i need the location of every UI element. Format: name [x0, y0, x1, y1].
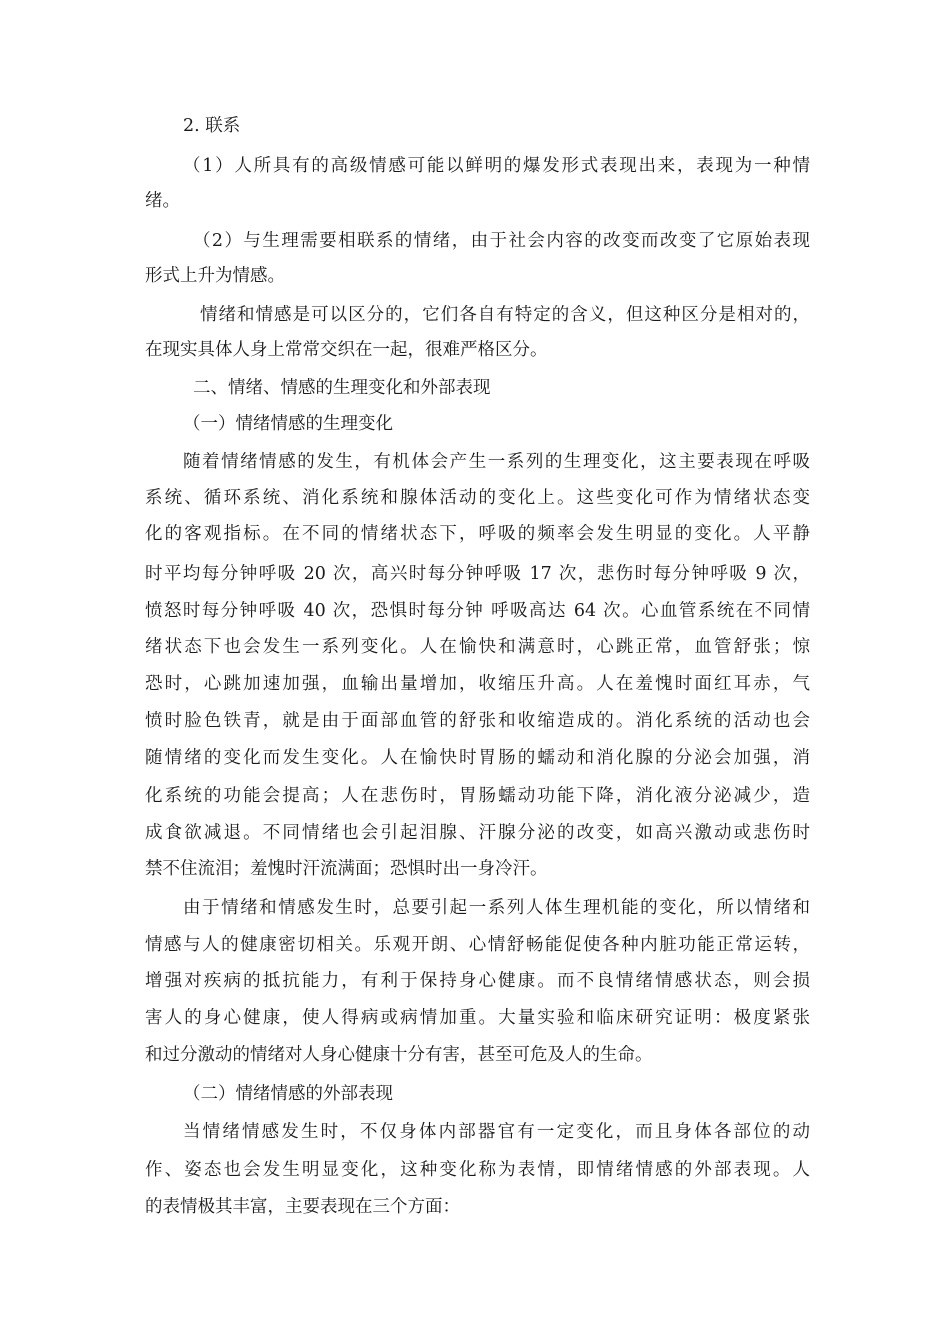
- section-heading-connection: 2. 联系: [183, 116, 241, 136]
- paragraph-line: （2）与生理需要相联系的情绪，由于社会内容的改变而改变了它原始表现: [193, 231, 810, 251]
- paragraph-line: 在现实具体人身上常常交织在一起，很难严格区分。: [145, 340, 548, 360]
- paragraph-line: 情绪和情感是可以区分的，它们各自有特定的含义，但这种区分是相对的，: [200, 305, 810, 325]
- paragraph-line: 增强对疾病的抵抗能力，有利于保持身心健康。而不良情绪情感状态，则会损: [145, 971, 810, 991]
- paragraph-line: 的表情极其丰富，主要表现在三个方面：: [145, 1197, 460, 1217]
- paragraph-line: （1）人所具有的高级情感可能以鲜明的爆发形式表现出来，表现为一种情: [183, 156, 810, 176]
- paragraph-line: 绪。: [145, 191, 180, 211]
- paragraph-line: 成食欲减退。不同情绪也会引起泪腺、汗腺分泌的改变，如高兴激动或悲伤时: [145, 823, 810, 843]
- paragraph-line: 当情绪情感发生时，不仅身体内部器官有一定变化，而且身体各部位的动: [183, 1122, 810, 1142]
- paragraph-line: 形式上升为情感。: [145, 266, 285, 286]
- paragraph-line: 作、姿态也会发生明显变化，这种变化称为表情，即情绪情感的外部表现。人: [145, 1160, 810, 1180]
- paragraph-line: 随情绪的变化而发生变化。人在愉快时胃肠的蠕动和消化腺的分泌会加强，消: [145, 748, 810, 768]
- paragraph-line: 害人的身心健康，使人得病或病情加重。大量实验和临床研究证明：极度紧张: [145, 1008, 810, 1028]
- paragraph-line: 由于情绪和情感发生时，总要引起一系列人体生理机能的变化，所以情绪和: [183, 898, 810, 918]
- subsection-heading-2: （二）情绪情感的外部表现: [183, 1084, 393, 1104]
- paragraph-line: 化的客观指标。在不同的情绪状态下，呼吸的频率会发生明显的变化。人平静: [145, 524, 810, 544]
- subsection-heading-1: （一）情绪情感的生理变化: [183, 414, 393, 434]
- paragraph-line: 系统、循环系统、消化系统和腺体活动的变化上。这些变化可作为情绪状态变: [145, 488, 810, 508]
- paragraph-line: 情感与人的健康密切相关。乐观开朗、心情舒畅能促使各种内脏功能正常运转，: [145, 935, 810, 955]
- paragraph-line: 和过分激动的情绪对人身心健康十分有害，甚至可危及人的生命。: [145, 1045, 653, 1065]
- paragraph-line: 恐时，心跳加速加强，血输出量增加，收缩压升高。人在羞愧时面红耳赤，气: [145, 674, 810, 694]
- paragraph-line: 化系统的功能会提高；人在悲伤时，胃肠蠕动功能下降，消化液分泌减少，造: [145, 786, 810, 806]
- paragraph-line: 随着情绪情感的发生，有机体会产生一系列的生理变化，这主要表现在呼吸: [183, 452, 810, 472]
- section-heading-2: 二、情绪、情感的生理变化和外部表现: [193, 378, 491, 398]
- paragraph-line: 绪状态下也会发生一系列变化。人在愉快和满意时，心跳正常，血管舒张；惊: [145, 637, 810, 657]
- paragraph-line: 禁不住流泪；羞愧时汗流满面；恐惧时出一身冷汗。: [145, 859, 548, 879]
- paragraph-line: 愤怒时每分钟呼吸 40 次，恐惧时每分钟 呼吸高达 64 次。心血管系统在不同情: [145, 601, 810, 621]
- paragraph-line: 愤时脸色铁青，就是由于面部血管的舒张和收缩造成的。消化系统的活动也会: [145, 711, 810, 731]
- paragraph-line: 时平均每分钟呼吸 20 次，高兴时每分钟呼吸 17 次，悲伤时每分钟呼吸 9 次，: [145, 564, 810, 584]
